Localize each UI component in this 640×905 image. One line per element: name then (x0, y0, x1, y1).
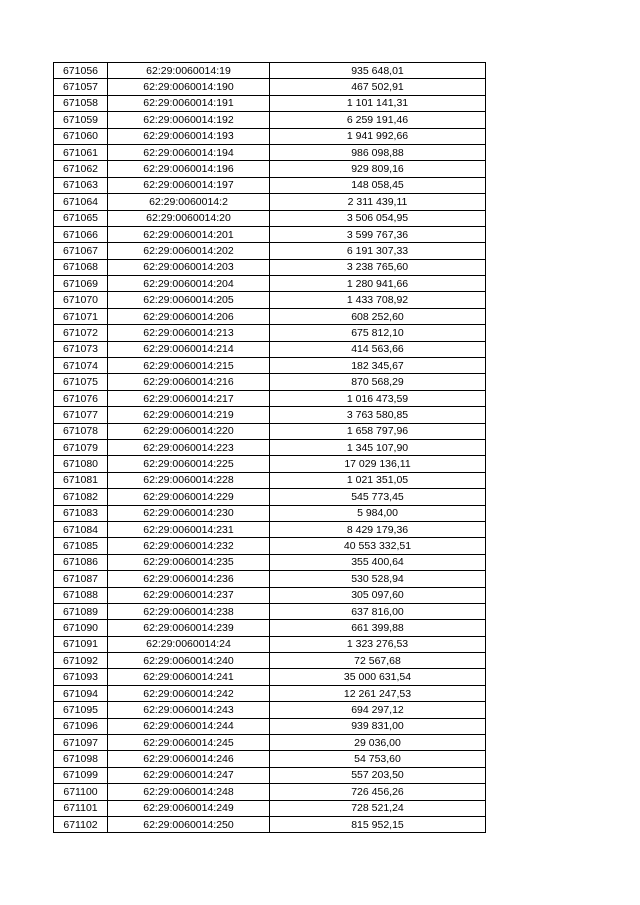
value-cell: 6 191 307,33 (270, 243, 486, 259)
cadastral-number-cell: 62:29:0060014:203 (108, 259, 270, 275)
row-number-cell: 671080 (54, 456, 108, 472)
value-cell: 1 280 941,66 (270, 276, 486, 292)
cadastral-number-cell: 62:29:0060014:236 (108, 571, 270, 587)
cadastral-number-cell: 62:29:0060014:194 (108, 144, 270, 160)
table-row (54, 685, 486, 701)
cadastral-number-cell: 62:29:0060014:214 (108, 341, 270, 357)
cadastral-number-cell: 62:29:0060014:191 (108, 95, 270, 111)
row-number-cell: 671059 (54, 112, 108, 128)
row-number-cell: 671058 (54, 95, 108, 111)
table-row (54, 669, 486, 685)
cadastral-number-cell: 62:29:0060014:197 (108, 177, 270, 193)
row-number-cell: 671087 (54, 571, 108, 587)
cadastral-value-table (53, 62, 486, 833)
row-number-cell: 671081 (54, 472, 108, 488)
value-cell: 939 831,00 (270, 718, 486, 734)
row-number-cell: 671095 (54, 702, 108, 718)
table-row (54, 505, 486, 521)
cadastral-number-cell: 62:29:0060014:232 (108, 538, 270, 554)
row-number-cell: 671101 (54, 800, 108, 816)
cadastral-number-cell: 62:29:0060014:238 (108, 603, 270, 619)
cadastral-number-cell: 62:29:0060014:205 (108, 292, 270, 308)
table-row (54, 194, 486, 210)
value-cell: 675 812,10 (270, 325, 486, 341)
cadastral-number-cell: 62:29:0060014:249 (108, 800, 270, 816)
value-cell: 1 021 351,05 (270, 472, 486, 488)
value-cell: 637 816,00 (270, 603, 486, 619)
cadastral-number-cell: 62:29:0060014:19 (108, 63, 270, 79)
value-cell: 1 345 107,90 (270, 439, 486, 455)
table-row (54, 489, 486, 505)
cadastral-number-cell: 62:29:0060014:2 (108, 194, 270, 210)
value-cell: 815 952,15 (270, 816, 486, 832)
value-cell: 72 567,68 (270, 653, 486, 669)
row-number-cell: 671072 (54, 325, 108, 341)
value-cell: 545 773,45 (270, 489, 486, 505)
value-cell: 1 016 473,59 (270, 390, 486, 406)
value-cell: 661 399,88 (270, 620, 486, 636)
table-row (54, 390, 486, 406)
cadastral-number-cell: 62:29:0060014:225 (108, 456, 270, 472)
value-cell: 3 763 580,85 (270, 407, 486, 423)
cadastral-number-cell: 62:29:0060014:217 (108, 390, 270, 406)
table-row (54, 603, 486, 619)
value-cell: 1 323 276,53 (270, 636, 486, 652)
table-row (54, 620, 486, 636)
row-number-cell: 671089 (54, 603, 108, 619)
table-row (54, 521, 486, 537)
cadastral-number-cell: 62:29:0060014:202 (108, 243, 270, 259)
table-row (54, 554, 486, 570)
cadastral-number-cell: 62:29:0060014:215 (108, 358, 270, 374)
value-cell: 12 261 247,53 (270, 685, 486, 701)
cadastral-number-cell: 62:29:0060014:230 (108, 505, 270, 521)
table-row (54, 751, 486, 767)
table-row (54, 472, 486, 488)
table-row (54, 144, 486, 160)
table-row (54, 358, 486, 374)
cadastral-number-cell: 62:29:0060014:245 (108, 735, 270, 751)
row-number-cell: 671082 (54, 489, 108, 505)
row-number-cell: 671085 (54, 538, 108, 554)
cadastral-number-cell: 62:29:0060014:231 (108, 521, 270, 537)
row-number-cell: 671098 (54, 751, 108, 767)
row-number-cell: 671092 (54, 653, 108, 669)
row-number-cell: 671061 (54, 144, 108, 160)
value-cell: 694 297,12 (270, 702, 486, 718)
table-row (54, 800, 486, 816)
table-row (54, 161, 486, 177)
cadastral-number-cell: 62:29:0060014:243 (108, 702, 270, 718)
cadastral-number-cell: 62:29:0060014:24 (108, 636, 270, 652)
cadastral-number-cell: 62:29:0060014:196 (108, 161, 270, 177)
cadastral-number-cell: 62:29:0060014:248 (108, 784, 270, 800)
row-number-cell: 671088 (54, 587, 108, 603)
row-number-cell: 671076 (54, 390, 108, 406)
cadastral-number-cell: 62:29:0060014:193 (108, 128, 270, 144)
cadastral-number-cell: 62:29:0060014:190 (108, 79, 270, 95)
table-row (54, 95, 486, 111)
value-cell: 148 058,45 (270, 177, 486, 193)
row-number-cell: 671091 (54, 636, 108, 652)
row-number-cell: 671068 (54, 259, 108, 275)
value-cell: 728 521,24 (270, 800, 486, 816)
row-number-cell: 671075 (54, 374, 108, 390)
table-row (54, 718, 486, 734)
table-row (54, 702, 486, 718)
value-cell: 2 311 439,11 (270, 194, 486, 210)
value-cell: 29 036,00 (270, 735, 486, 751)
cadastral-number-cell: 62:29:0060014:204 (108, 276, 270, 292)
table-row (54, 259, 486, 275)
table-row (54, 636, 486, 652)
value-cell: 355 400,64 (270, 554, 486, 570)
table-row (54, 816, 486, 832)
value-cell: 8 429 179,36 (270, 521, 486, 537)
value-cell: 935 648,01 (270, 63, 486, 79)
cadastral-number-cell: 62:29:0060014:239 (108, 620, 270, 636)
value-cell: 467 502,91 (270, 79, 486, 95)
value-cell: 726 456,26 (270, 784, 486, 800)
cadastral-number-cell: 62:29:0060014:240 (108, 653, 270, 669)
cadastral-number-cell: 62:29:0060014:213 (108, 325, 270, 341)
value-cell: 3 506 054,95 (270, 210, 486, 226)
row-number-cell: 671077 (54, 407, 108, 423)
cadastral-number-cell: 62:29:0060014:220 (108, 423, 270, 439)
table-row (54, 308, 486, 324)
value-cell: 530 528,94 (270, 571, 486, 587)
value-cell: 54 753,60 (270, 751, 486, 767)
table-row (54, 571, 486, 587)
row-number-cell: 671078 (54, 423, 108, 439)
row-number-cell: 671063 (54, 177, 108, 193)
table-row (54, 177, 486, 193)
cadastral-number-cell: 62:29:0060014:216 (108, 374, 270, 390)
value-cell: 986 098,88 (270, 144, 486, 160)
value-cell: 5 984,00 (270, 505, 486, 521)
row-number-cell: 671064 (54, 194, 108, 210)
cadastral-number-cell: 62:29:0060014:206 (108, 308, 270, 324)
row-number-cell: 671097 (54, 735, 108, 751)
row-number-cell: 671067 (54, 243, 108, 259)
table-row (54, 210, 486, 226)
table-row (54, 128, 486, 144)
row-number-cell: 671074 (54, 358, 108, 374)
value-cell: 182 345,67 (270, 358, 486, 374)
value-cell: 414 563,66 (270, 341, 486, 357)
table-row (54, 653, 486, 669)
value-cell: 17 029 136,11 (270, 456, 486, 472)
table-row (54, 341, 486, 357)
table-row (54, 587, 486, 603)
row-number-cell: 671096 (54, 718, 108, 734)
table-row (54, 325, 486, 341)
row-number-cell: 671060 (54, 128, 108, 144)
value-cell: 870 568,29 (270, 374, 486, 390)
table-row (54, 407, 486, 423)
cadastral-number-cell: 62:29:0060014:201 (108, 226, 270, 242)
table-row (54, 112, 486, 128)
cadastral-number-cell: 62:29:0060014:228 (108, 472, 270, 488)
table-row (54, 784, 486, 800)
value-cell: 3 599 767,36 (270, 226, 486, 242)
row-number-cell: 671086 (54, 554, 108, 570)
value-cell: 3 238 765,60 (270, 259, 486, 275)
row-number-cell: 671065 (54, 210, 108, 226)
row-number-cell: 671070 (54, 292, 108, 308)
table-row (54, 226, 486, 242)
cadastral-number-cell: 62:29:0060014:20 (108, 210, 270, 226)
value-cell: 929 809,16 (270, 161, 486, 177)
row-number-cell: 671090 (54, 620, 108, 636)
value-cell: 6 259 191,46 (270, 112, 486, 128)
row-number-cell: 671062 (54, 161, 108, 177)
row-number-cell: 671102 (54, 816, 108, 832)
value-cell: 305 097,60 (270, 587, 486, 603)
table-row (54, 79, 486, 95)
value-cell: 35 000 631,54 (270, 669, 486, 685)
cadastral-number-cell: 62:29:0060014:242 (108, 685, 270, 701)
cadastral-number-cell: 62:29:0060014:250 (108, 816, 270, 832)
row-number-cell: 671073 (54, 341, 108, 357)
table-row (54, 538, 486, 554)
table-row (54, 439, 486, 455)
table-row (54, 276, 486, 292)
value-cell: 1 941 992,66 (270, 128, 486, 144)
cadastral-number-cell: 62:29:0060014:235 (108, 554, 270, 570)
row-number-cell: 671079 (54, 439, 108, 455)
cadastral-number-cell: 62:29:0060014:244 (108, 718, 270, 734)
row-number-cell: 671100 (54, 784, 108, 800)
cadastral-number-cell: 62:29:0060014:192 (108, 112, 270, 128)
table-row (54, 374, 486, 390)
table-row (54, 63, 486, 79)
row-number-cell: 671084 (54, 521, 108, 537)
row-number-cell: 671071 (54, 308, 108, 324)
cadastral-number-cell: 62:29:0060014:223 (108, 439, 270, 455)
table-row (54, 243, 486, 259)
table-row (54, 292, 486, 308)
table-row (54, 456, 486, 472)
cadastral-number-cell: 62:29:0060014:237 (108, 587, 270, 603)
row-number-cell: 671069 (54, 276, 108, 292)
cadastral-number-cell: 62:29:0060014:229 (108, 489, 270, 505)
value-cell: 557 203,50 (270, 767, 486, 783)
value-cell: 1 658 797,96 (270, 423, 486, 439)
row-number-cell: 671099 (54, 767, 108, 783)
row-number-cell: 671066 (54, 226, 108, 242)
table-row (54, 767, 486, 783)
cadastral-number-cell: 62:29:0060014:219 (108, 407, 270, 423)
value-cell: 40 553 332,51 (270, 538, 486, 554)
cadastral-number-cell: 62:29:0060014:246 (108, 751, 270, 767)
table-body (54, 63, 486, 833)
cadastral-number-cell: 62:29:0060014:241 (108, 669, 270, 685)
value-cell: 1 101 141,31 (270, 95, 486, 111)
table-row (54, 423, 486, 439)
row-number-cell: 671094 (54, 685, 108, 701)
row-number-cell: 671057 (54, 79, 108, 95)
row-number-cell: 671056 (54, 63, 108, 79)
table-row (54, 735, 486, 751)
row-number-cell: 671083 (54, 505, 108, 521)
value-cell: 1 433 708,92 (270, 292, 486, 308)
row-number-cell: 671093 (54, 669, 108, 685)
cadastral-number-cell: 62:29:0060014:247 (108, 767, 270, 783)
value-cell: 608 252,60 (270, 308, 486, 324)
